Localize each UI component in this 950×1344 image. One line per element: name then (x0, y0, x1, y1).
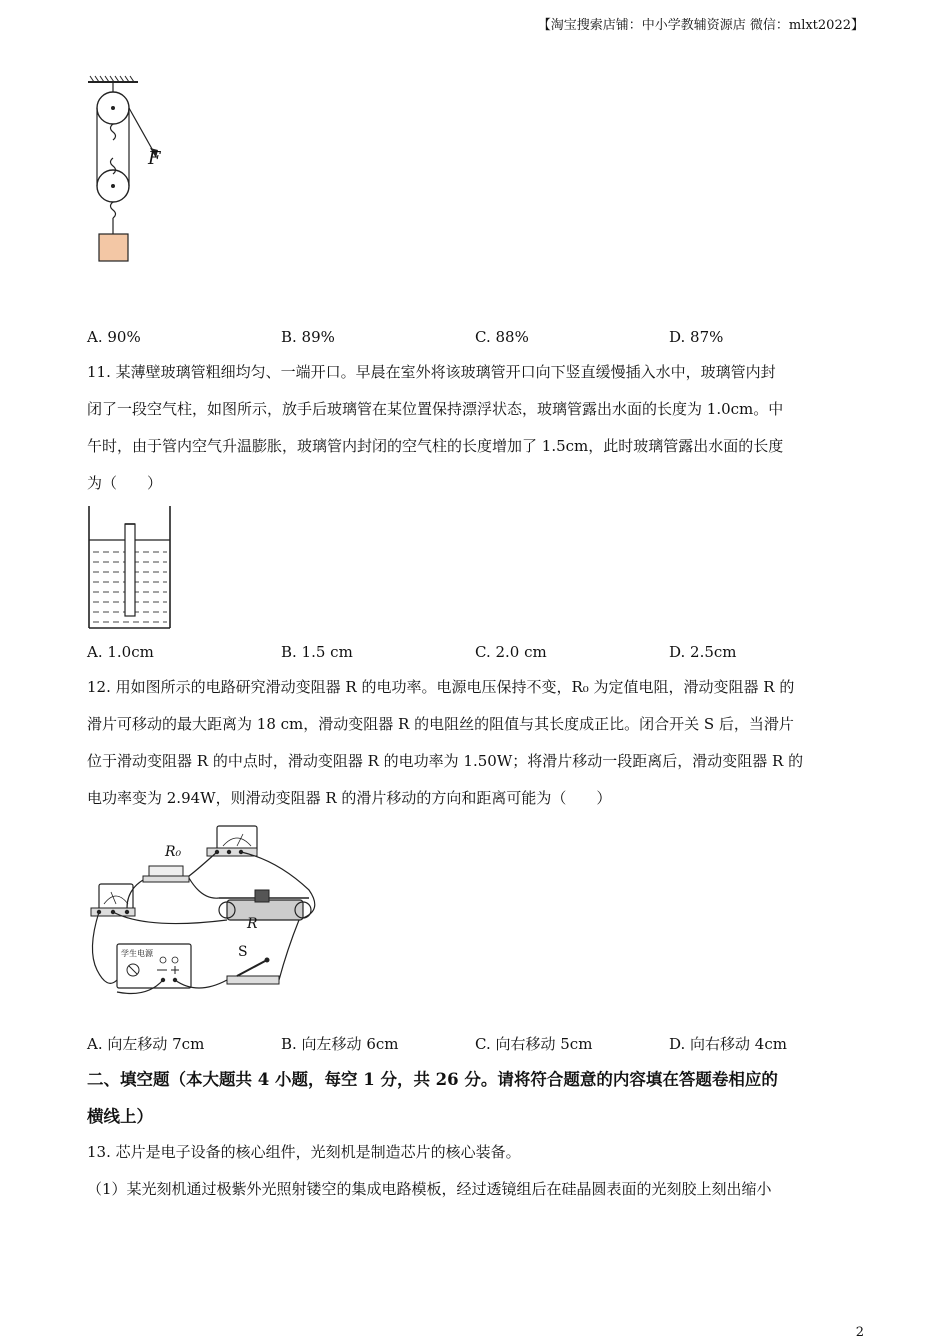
q10-option-b: B. 89% (281, 328, 335, 346)
q11-line-2: 闭了一段空气柱，如图所示，放手后玻璃管在某位置保持漂浮状态，玻璃管露出水面的长度为 1.0cm。中 (87, 400, 784, 418)
q12-option-a: A. 向左移动 7cm (87, 1035, 205, 1053)
q12-line-2: 滑片可移动的最大距离为 18 cm，滑动变阻器 R 的电阻丝的阻值与其长度成正比。闭合开关 S 后，当滑片 (87, 715, 794, 733)
water-tube-figure (87, 506, 173, 630)
q10-option-d: D. 87% (669, 328, 724, 346)
section-2-heading-line-2: 横线上） (87, 1107, 153, 1126)
circuit-figure (87, 820, 327, 1000)
r0-label: R₀ (165, 844, 182, 860)
q11-line-4: 为（ ） (87, 474, 163, 492)
pulley-figure (84, 76, 174, 266)
q11-option-b: B. 1.5 cm (281, 643, 353, 661)
q11-option-d: D. 2.5cm (669, 643, 737, 661)
section-2-heading-line-1: 二、填空题（本大题共 4 小题，每空 1 分，共 26 分。请将符合题意的内容填在答题卷相应的 (87, 1070, 778, 1089)
q12-line-3: 位于滑动变阻器 R 的中点时，滑动变阻器 R 的电功率为 1.50W；将滑片移动一段距离后，滑动变阻器 R 的 (87, 752, 804, 770)
q12-line-4: 电功率变为 2.94W，则滑动变阻器 R 的滑片移动的方向和距离可能为（ ） (87, 789, 612, 807)
s-label: S (238, 944, 248, 960)
q11-line-3: 午时，由于管内空气升温膨胀，玻璃管内封闭的空气柱的长度增加了 1.5cm，此时玻璃管露出水面的长度 (87, 437, 784, 455)
q10-option-a: A. 90% (87, 328, 141, 346)
q11-option-c: C. 2.0 cm (475, 643, 547, 661)
q10-option-c: C. 88% (475, 328, 529, 346)
power-supply-label: 学生电源 (121, 949, 153, 958)
q12-option-c: C. 向右移动 5cm (475, 1035, 593, 1053)
q13-line-1: 13. 芯片是电子设备的核心组件，光刻机是制造芯片的核心装备。 (87, 1143, 521, 1161)
page-number: 2 (855, 1325, 864, 1340)
force-label: F (148, 148, 161, 169)
r-label: R (247, 916, 258, 932)
page-header: 【淘宝搜索店铺：中小学教辅资源店 微信：mlxt2022】 (537, 18, 864, 33)
q12-line-1: 12. 用如图所示的电路研究滑动变阻器 R 的电功率。电源电压保持不变，R₀ 为定值电阻，滑动变阻器 R 的 (87, 678, 795, 696)
q12-option-b: B. 向左移动 6cm (281, 1035, 399, 1053)
q12-option-d: D. 向右移动 4cm (669, 1035, 787, 1053)
q13-line-2: （1）某光刻机通过极紫外光照射镂空的集成电路模板，经过透镜组后在硅晶圆表面的光刻胶上刻出缩小 (87, 1180, 772, 1198)
q11-option-a: A. 1.0cm (87, 643, 154, 661)
q11-line-1: 11. 某薄壁玻璃管粗细均匀、一端开口。早晨在室外将该玻璃管开口向下竖直缓慢插入水中，玻璃管内封 (87, 363, 776, 381)
